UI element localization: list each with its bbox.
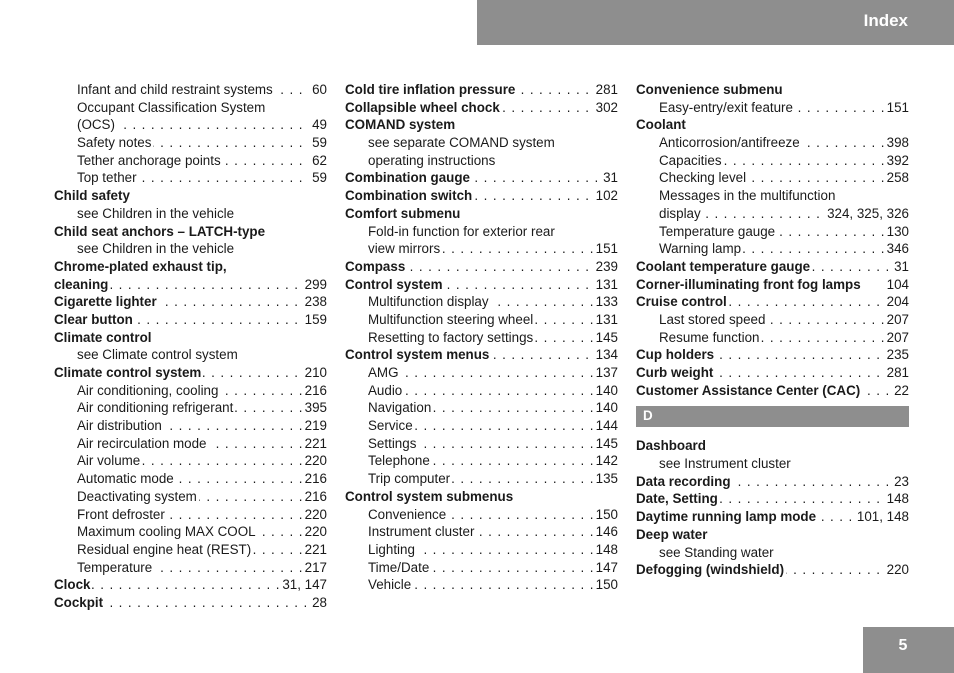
entry-text: Messages in the multifunction xyxy=(659,188,836,204)
entry-page: 145 xyxy=(593,435,618,453)
index-subentry xyxy=(345,541,618,559)
entry-page: 151 xyxy=(884,99,909,117)
index-column-2 xyxy=(345,81,618,594)
index-entry xyxy=(345,258,618,276)
entry-text: Air recirculation mode xyxy=(77,435,207,451)
index-entry xyxy=(636,364,909,382)
index-subentry xyxy=(345,240,618,258)
index-subentry xyxy=(636,152,909,170)
index-subentry xyxy=(54,346,327,364)
entry-page: 151 xyxy=(593,240,618,258)
index-subentry xyxy=(345,452,618,470)
index-entry xyxy=(636,116,909,134)
entry-page: 146 xyxy=(593,523,618,541)
entry-text: Customer Assistance Center (CAC) xyxy=(636,382,861,398)
entry-text: Resume function xyxy=(659,329,760,345)
entry-text: Service xyxy=(368,418,413,434)
entry-page: 135 xyxy=(593,470,618,488)
index-subentry xyxy=(54,240,327,258)
index-entry xyxy=(345,346,618,364)
entry-text: Air volume xyxy=(77,453,141,469)
index-subentry xyxy=(636,329,909,347)
index-entry xyxy=(54,311,327,329)
entry-page: 395 xyxy=(302,399,327,417)
entry-page: 140 xyxy=(593,399,618,417)
index-entry xyxy=(636,490,909,508)
index-subentry xyxy=(636,187,909,205)
entry-page: 216 xyxy=(302,488,327,506)
index-subentry xyxy=(54,541,327,559)
entry-text: Convenience xyxy=(368,506,447,522)
entry-page: 210 xyxy=(302,364,327,382)
entry-page: 204 xyxy=(884,293,909,311)
entry-page: 144 xyxy=(593,417,618,435)
entry-text: Automatic mode xyxy=(77,471,174,487)
entry-text: Coolant xyxy=(636,117,686,133)
entry-text: Audio xyxy=(368,382,403,398)
entry-text: Vehicle xyxy=(368,577,412,593)
entry-text: see Climate control system xyxy=(77,347,238,363)
index-entry xyxy=(345,205,618,223)
entry-text: Air distribution xyxy=(77,418,162,434)
entry-page: 302 xyxy=(593,99,618,117)
index-subentry xyxy=(345,506,618,524)
entry-text: Time/Date xyxy=(368,559,430,575)
index-subentry xyxy=(345,364,618,382)
entry-text: Air conditioning, cooling xyxy=(77,382,219,398)
index-entry xyxy=(636,346,909,364)
entry-page: 131 xyxy=(593,311,618,329)
index-subentry xyxy=(345,399,618,417)
index-subentry xyxy=(636,455,909,473)
entry-text: display xyxy=(659,205,701,221)
entry-text: Climate control xyxy=(54,329,152,345)
entry-page: 258 xyxy=(884,169,909,187)
index-entry xyxy=(54,329,327,347)
entry-text: Defogging (windshield) xyxy=(636,562,785,578)
index-subentry xyxy=(54,506,327,524)
entry-text: Cruise control xyxy=(636,294,727,310)
index-column-3 xyxy=(636,81,909,579)
entry-text: AMG xyxy=(368,365,399,380)
index-entry xyxy=(345,187,618,205)
entry-page: 31 xyxy=(600,169,618,187)
entry-text: Safety notes xyxy=(77,135,152,151)
entry-text: Collapsible wheel chock xyxy=(345,99,500,115)
index-subentry xyxy=(54,81,327,99)
index-entry xyxy=(54,223,327,241)
entry-text: Instrument cluster xyxy=(368,524,475,540)
header-bar xyxy=(477,0,954,45)
entry-text: Warning lamp xyxy=(659,241,742,257)
entry-text: Navigation xyxy=(368,400,432,416)
entry-page: 31 xyxy=(891,258,909,276)
entry-text: Anticorrosion/antifreeze xyxy=(659,135,800,151)
entry-page: 145 xyxy=(593,329,618,347)
entry-page: 104 xyxy=(884,276,909,294)
entry-page: 281 xyxy=(593,81,618,99)
entry-page: 207 xyxy=(884,329,909,347)
entry-text: Occupant Classification System xyxy=(77,99,266,115)
entry-text: Data recording xyxy=(636,473,731,489)
index-entry xyxy=(54,258,327,276)
entry-text: Convenience submenu xyxy=(636,82,783,97)
index-subentry xyxy=(636,99,909,117)
index-entry xyxy=(636,293,909,311)
index-subentry xyxy=(345,576,618,594)
entry-text: Trip computer xyxy=(368,471,451,487)
entry-page: 216 xyxy=(302,470,327,488)
entry-text: see Standing water xyxy=(659,544,774,560)
entry-text: Checking level xyxy=(659,170,747,186)
entry-page: 150 xyxy=(593,576,618,594)
index-entry xyxy=(345,276,618,294)
index-entry xyxy=(636,258,909,276)
index-subentry xyxy=(636,223,909,241)
index-subentry xyxy=(54,435,327,453)
entry-text: Capacities xyxy=(659,152,722,168)
entry-text: Deactivating system xyxy=(77,488,197,504)
entry-text: Temperature gauge xyxy=(659,223,776,239)
entry-text: see Instrument cluster xyxy=(659,456,791,472)
entry-page: 221 xyxy=(302,541,327,559)
entry-page: 131 xyxy=(593,276,618,294)
index-subentry xyxy=(345,559,618,577)
entry-text: view mirrors xyxy=(368,241,441,257)
entry-page: 207 xyxy=(884,311,909,329)
entry-page: 22 xyxy=(891,382,909,400)
index-subentry xyxy=(636,544,909,562)
entry-page: 235 xyxy=(884,346,909,364)
index-entry xyxy=(345,116,618,134)
index-entry xyxy=(636,276,909,294)
entry-text: Control system menus xyxy=(345,347,490,363)
section-letter: D xyxy=(643,408,653,424)
entry-text: Comfort submenu xyxy=(345,205,461,221)
entry-text: Lighting xyxy=(368,541,415,557)
entry-page: 239 xyxy=(593,258,618,276)
index-subentry xyxy=(345,435,618,453)
entry-page: 159 xyxy=(302,311,327,329)
entry-text: Daytime running lamp mode xyxy=(636,509,817,525)
section-header-d xyxy=(636,406,909,427)
index-subentry xyxy=(54,116,327,134)
index-subentry xyxy=(54,452,327,470)
page-number-box xyxy=(863,627,954,673)
index-subentry xyxy=(54,169,327,187)
entry-text: Cockpit xyxy=(54,594,104,610)
entry-text: see Children in the vehicle xyxy=(77,205,235,221)
entry-text: Temperature xyxy=(77,559,153,575)
entry-text: Telephone xyxy=(368,453,430,469)
entry-text: Last stored speed xyxy=(659,311,766,327)
index-subentry xyxy=(54,205,327,223)
entry-page: 62 xyxy=(309,152,327,170)
index-entry xyxy=(54,293,327,311)
entry-text: Fold-in function for exterior rear xyxy=(368,223,555,239)
entry-text: Child seat anchors – LATCH-type xyxy=(54,223,266,239)
index-subentry xyxy=(636,311,909,329)
index-subentry xyxy=(345,382,618,400)
index-subentry xyxy=(54,134,327,152)
entry-page: 299 xyxy=(302,276,327,294)
entry-page: 148 xyxy=(884,490,909,508)
index-entry xyxy=(636,526,909,544)
entry-text: Coolant temperature gauge xyxy=(636,258,811,274)
entry-page: 140 xyxy=(593,382,618,400)
index-entry xyxy=(636,81,909,99)
index-subentry xyxy=(345,523,618,541)
index-column-1 xyxy=(54,81,327,612)
index-subentry xyxy=(54,470,327,488)
entry-text: Date, Setting xyxy=(636,491,718,507)
index-subentry xyxy=(345,223,618,241)
index-entry xyxy=(636,473,909,491)
entry-page: 28 xyxy=(309,594,327,612)
entry-text: Dashboard xyxy=(636,438,706,454)
index-entry xyxy=(636,561,909,579)
entry-text: Tether anchorage points xyxy=(77,152,221,168)
entry-text: Multifunction display xyxy=(368,294,489,310)
index-subentry xyxy=(345,134,618,152)
page-title: Index xyxy=(863,11,908,30)
entry-text: Compass xyxy=(345,258,406,274)
entry-page: 219 xyxy=(302,417,327,435)
entry-page: 142 xyxy=(593,452,618,470)
index-entry xyxy=(54,364,327,382)
entry-page: 220 xyxy=(884,561,909,579)
index-subentry xyxy=(54,399,327,417)
index-entry xyxy=(345,81,618,99)
entry-text: Clock xyxy=(54,577,91,593)
entry-text: COMAND system xyxy=(345,117,456,133)
entry-text: Climate control system xyxy=(54,365,202,380)
entry-page: 137 xyxy=(593,364,618,382)
entry-page: 398 xyxy=(884,134,909,152)
entry-text: (OCS) xyxy=(77,117,115,133)
entry-text: Residual engine heat (REST) xyxy=(77,541,252,557)
entry-text: Clear button xyxy=(54,311,133,327)
entry-page: 133 xyxy=(593,293,618,311)
page-number: 5 xyxy=(898,637,908,654)
index-subentry xyxy=(54,417,327,435)
entry-text: Settings xyxy=(368,435,417,451)
entry-page: 60 xyxy=(309,81,327,99)
entry-page: 23 xyxy=(891,473,909,491)
entry-page: 130 xyxy=(884,223,909,241)
index-subentry xyxy=(345,152,618,170)
index-subentry xyxy=(54,99,327,117)
entry-text: see separate COMAND system xyxy=(368,135,555,151)
entry-page: 101, 148 xyxy=(854,508,909,526)
entry-page: 281 xyxy=(884,364,909,382)
entry-text: Multifunction steering wheel xyxy=(368,311,534,327)
entry-text: Deep water xyxy=(636,526,708,542)
entry-page: 31, 147 xyxy=(279,576,327,594)
index-entry xyxy=(54,276,327,294)
entry-text: Maximum cooling MAX COOL xyxy=(77,524,256,540)
entry-page: 49 xyxy=(309,116,327,134)
index-entry xyxy=(636,437,909,455)
index-subentry xyxy=(345,417,618,435)
entry-page: 220 xyxy=(302,506,327,524)
entry-text: Combination switch xyxy=(345,188,473,204)
entry-text: Infant and child restraint systems xyxy=(77,82,273,97)
index-subentry xyxy=(345,470,618,488)
index-subentry xyxy=(54,152,327,170)
entry-page: 216 xyxy=(302,382,327,400)
entry-page: 392 xyxy=(884,152,909,170)
index-entry xyxy=(54,576,327,594)
entry-page: 59 xyxy=(309,134,327,152)
entry-text: Easy-entry/exit feature xyxy=(659,99,793,115)
entry-page: 148 xyxy=(593,541,618,559)
index-entry xyxy=(636,382,909,400)
entry-text: Chrome-plated exhaust tip, xyxy=(54,258,227,274)
entry-text: Cup holders xyxy=(636,347,715,363)
entry-page: 346 xyxy=(884,240,909,258)
entry-text: Front defroster xyxy=(77,506,165,522)
index-subentry xyxy=(54,559,327,577)
entry-page: 220 xyxy=(302,452,327,470)
entry-page: 134 xyxy=(593,346,618,364)
entry-page: 324, 325, 326 xyxy=(824,205,909,223)
entry-text: see Children in the vehicle xyxy=(77,241,235,257)
entry-page: 220 xyxy=(302,523,327,541)
entry-text: Cold tire inflation pressure xyxy=(345,82,516,97)
index-subentry xyxy=(54,523,327,541)
entry-text: cleaning xyxy=(54,276,109,292)
entry-text: Curb weight xyxy=(636,365,714,380)
index-subentry xyxy=(345,329,618,347)
index-subentry xyxy=(636,169,909,187)
entry-text: Control system submenus xyxy=(345,488,514,504)
entry-page: 147 xyxy=(593,559,618,577)
index-subentry xyxy=(54,488,327,506)
index-subentry xyxy=(54,382,327,400)
entry-text: Child safety xyxy=(54,188,130,204)
entry-text: Resetting to factory settings xyxy=(368,329,534,345)
entry-text: Control system xyxy=(345,276,443,292)
entry-text: Top tether xyxy=(77,170,137,186)
entry-text: Cigarette lighter xyxy=(54,294,157,310)
entry-page: 221 xyxy=(302,435,327,453)
index-entry xyxy=(345,488,618,506)
index-entry xyxy=(636,508,909,526)
entry-page: 59 xyxy=(309,169,327,187)
index-subentry xyxy=(636,240,909,258)
index-subentry xyxy=(345,311,618,329)
entry-page: 150 xyxy=(593,506,618,524)
index-entry xyxy=(54,594,327,612)
index-entry xyxy=(345,169,618,187)
index-subentry xyxy=(636,134,909,152)
entry-text: operating instructions xyxy=(368,152,496,168)
entry-text: Air conditioning refrigerant xyxy=(77,400,234,416)
entry-text: Corner-illuminating front fog lamps xyxy=(636,276,861,292)
entry-page: 217 xyxy=(302,559,327,577)
index-subentry xyxy=(636,205,909,223)
entry-page: 238 xyxy=(302,293,327,311)
index-entry xyxy=(54,187,327,205)
entry-text: Combination gauge xyxy=(345,170,470,186)
entry-page: 102 xyxy=(593,187,618,205)
index-entry xyxy=(345,99,618,117)
index-subentry xyxy=(345,293,618,311)
